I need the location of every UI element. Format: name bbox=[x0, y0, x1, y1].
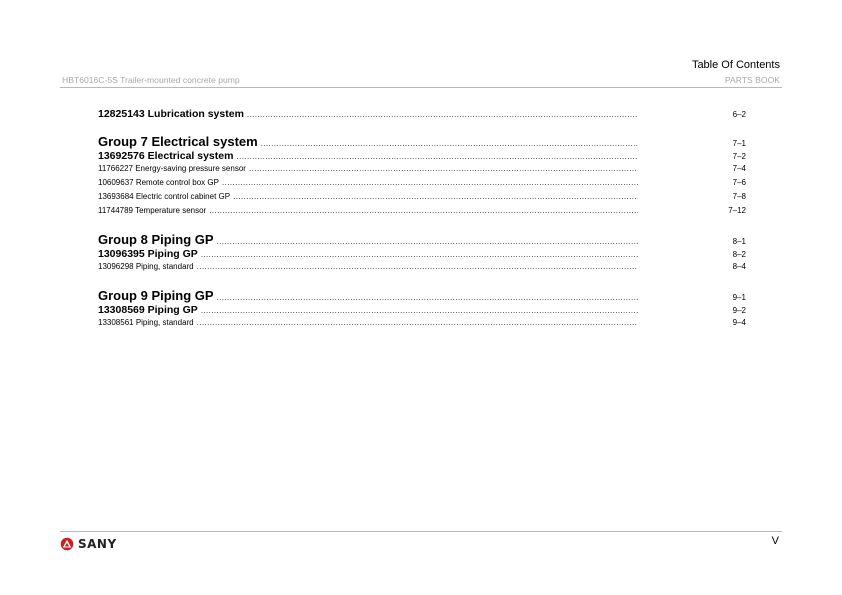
toc-entry-title: Group 8 Piping GP bbox=[98, 232, 214, 247]
toc-entry-section[interactable] bbox=[98, 108, 746, 122]
toc-entry-section[interactable] bbox=[98, 248, 746, 262]
toc-entry-item[interactable] bbox=[98, 192, 746, 206]
dot-leader bbox=[249, 164, 638, 173]
header-divider bbox=[60, 87, 782, 88]
toc-entry-title: 13096298 Piping, standard bbox=[98, 262, 194, 271]
dot-leader bbox=[209, 206, 638, 215]
page-number: V bbox=[771, 535, 779, 547]
toc-entry-group[interactable] bbox=[98, 134, 746, 150]
brand-logo bbox=[60, 537, 117, 551]
toc-entry-item[interactable] bbox=[98, 206, 746, 220]
toc-entry-item[interactable] bbox=[98, 164, 746, 178]
toc-entry-group[interactable] bbox=[98, 288, 746, 304]
toc-entry-page: 7–8 bbox=[732, 192, 746, 201]
toc-entry-page: 7–1 bbox=[732, 139, 746, 148]
toc-entry-item[interactable] bbox=[98, 178, 746, 192]
dot-leader bbox=[236, 152, 638, 161]
header-doc-title: HBT6016C-5S Trailer-mounted concrete pump bbox=[62, 75, 240, 85]
dot-leader bbox=[197, 262, 638, 271]
toc-entry-section[interactable] bbox=[98, 150, 746, 164]
dot-leader bbox=[201, 306, 638, 315]
dot-leader bbox=[233, 192, 638, 201]
toc-entry-title: 12825143 Lubrication system bbox=[98, 108, 244, 120]
brand-name: SANY bbox=[78, 537, 117, 551]
toc-entry-page: 9–2 bbox=[732, 306, 746, 315]
toc-entry-title: 13308561 Piping, standard bbox=[98, 318, 194, 327]
dot-leader bbox=[197, 318, 638, 327]
toc-entry-title: Group 9 Piping GP bbox=[98, 288, 214, 303]
toc-entry-page: 7–4 bbox=[732, 164, 746, 173]
toc-entry-title: 13692576 Electrical system bbox=[98, 150, 234, 162]
toc-entry-page: 7–6 bbox=[732, 178, 746, 187]
toc-entry-section[interactable] bbox=[98, 304, 746, 318]
toc-entry-page: 7–12 bbox=[728, 206, 746, 215]
toc-entry-page: 6–2 bbox=[732, 110, 746, 119]
toc-entry-title: 10609637 Remote control box GP bbox=[98, 178, 219, 187]
sany-triangle-logo-icon bbox=[60, 537, 74, 551]
table-of-contents bbox=[98, 108, 746, 332]
header-book-label: PARTS BOOK bbox=[724, 75, 780, 85]
toc-entry-title: 13308569 Piping GP bbox=[98, 304, 198, 316]
toc-entry-item[interactable] bbox=[98, 318, 746, 332]
toc-entry-title: Group 7 Electrical system bbox=[98, 134, 258, 149]
toc-entry-page: 8–4 bbox=[732, 262, 746, 271]
dot-leader bbox=[217, 293, 638, 302]
dot-leader bbox=[217, 237, 638, 246]
dot-leader bbox=[247, 110, 638, 119]
toc-entry-title: 13096395 Piping GP bbox=[98, 248, 198, 260]
toc-entry-page: 8–1 bbox=[732, 237, 746, 246]
toc-entry-page: 8–2 bbox=[732, 250, 746, 259]
toc-entry-page: 7–2 bbox=[732, 152, 746, 161]
toc-entry-page: 9–1 bbox=[732, 293, 746, 302]
dot-leader bbox=[261, 139, 638, 148]
toc-entry-item[interactable] bbox=[98, 262, 746, 276]
dot-leader bbox=[222, 178, 638, 187]
footer-divider bbox=[60, 531, 782, 532]
toc-entry-page: 9–4 bbox=[732, 318, 746, 327]
dot-leader bbox=[201, 250, 638, 259]
toc-entry-group[interactable] bbox=[98, 232, 746, 248]
header-section-title: Table Of Contents bbox=[691, 59, 780, 71]
toc-entry-title: 11744789 Temperature sensor bbox=[98, 206, 207, 215]
toc-entry-title: 11766227 Energy-saving pressure sensor bbox=[98, 164, 246, 173]
toc-entry-title: 13693684 Electric control cabinet GP bbox=[98, 192, 231, 201]
